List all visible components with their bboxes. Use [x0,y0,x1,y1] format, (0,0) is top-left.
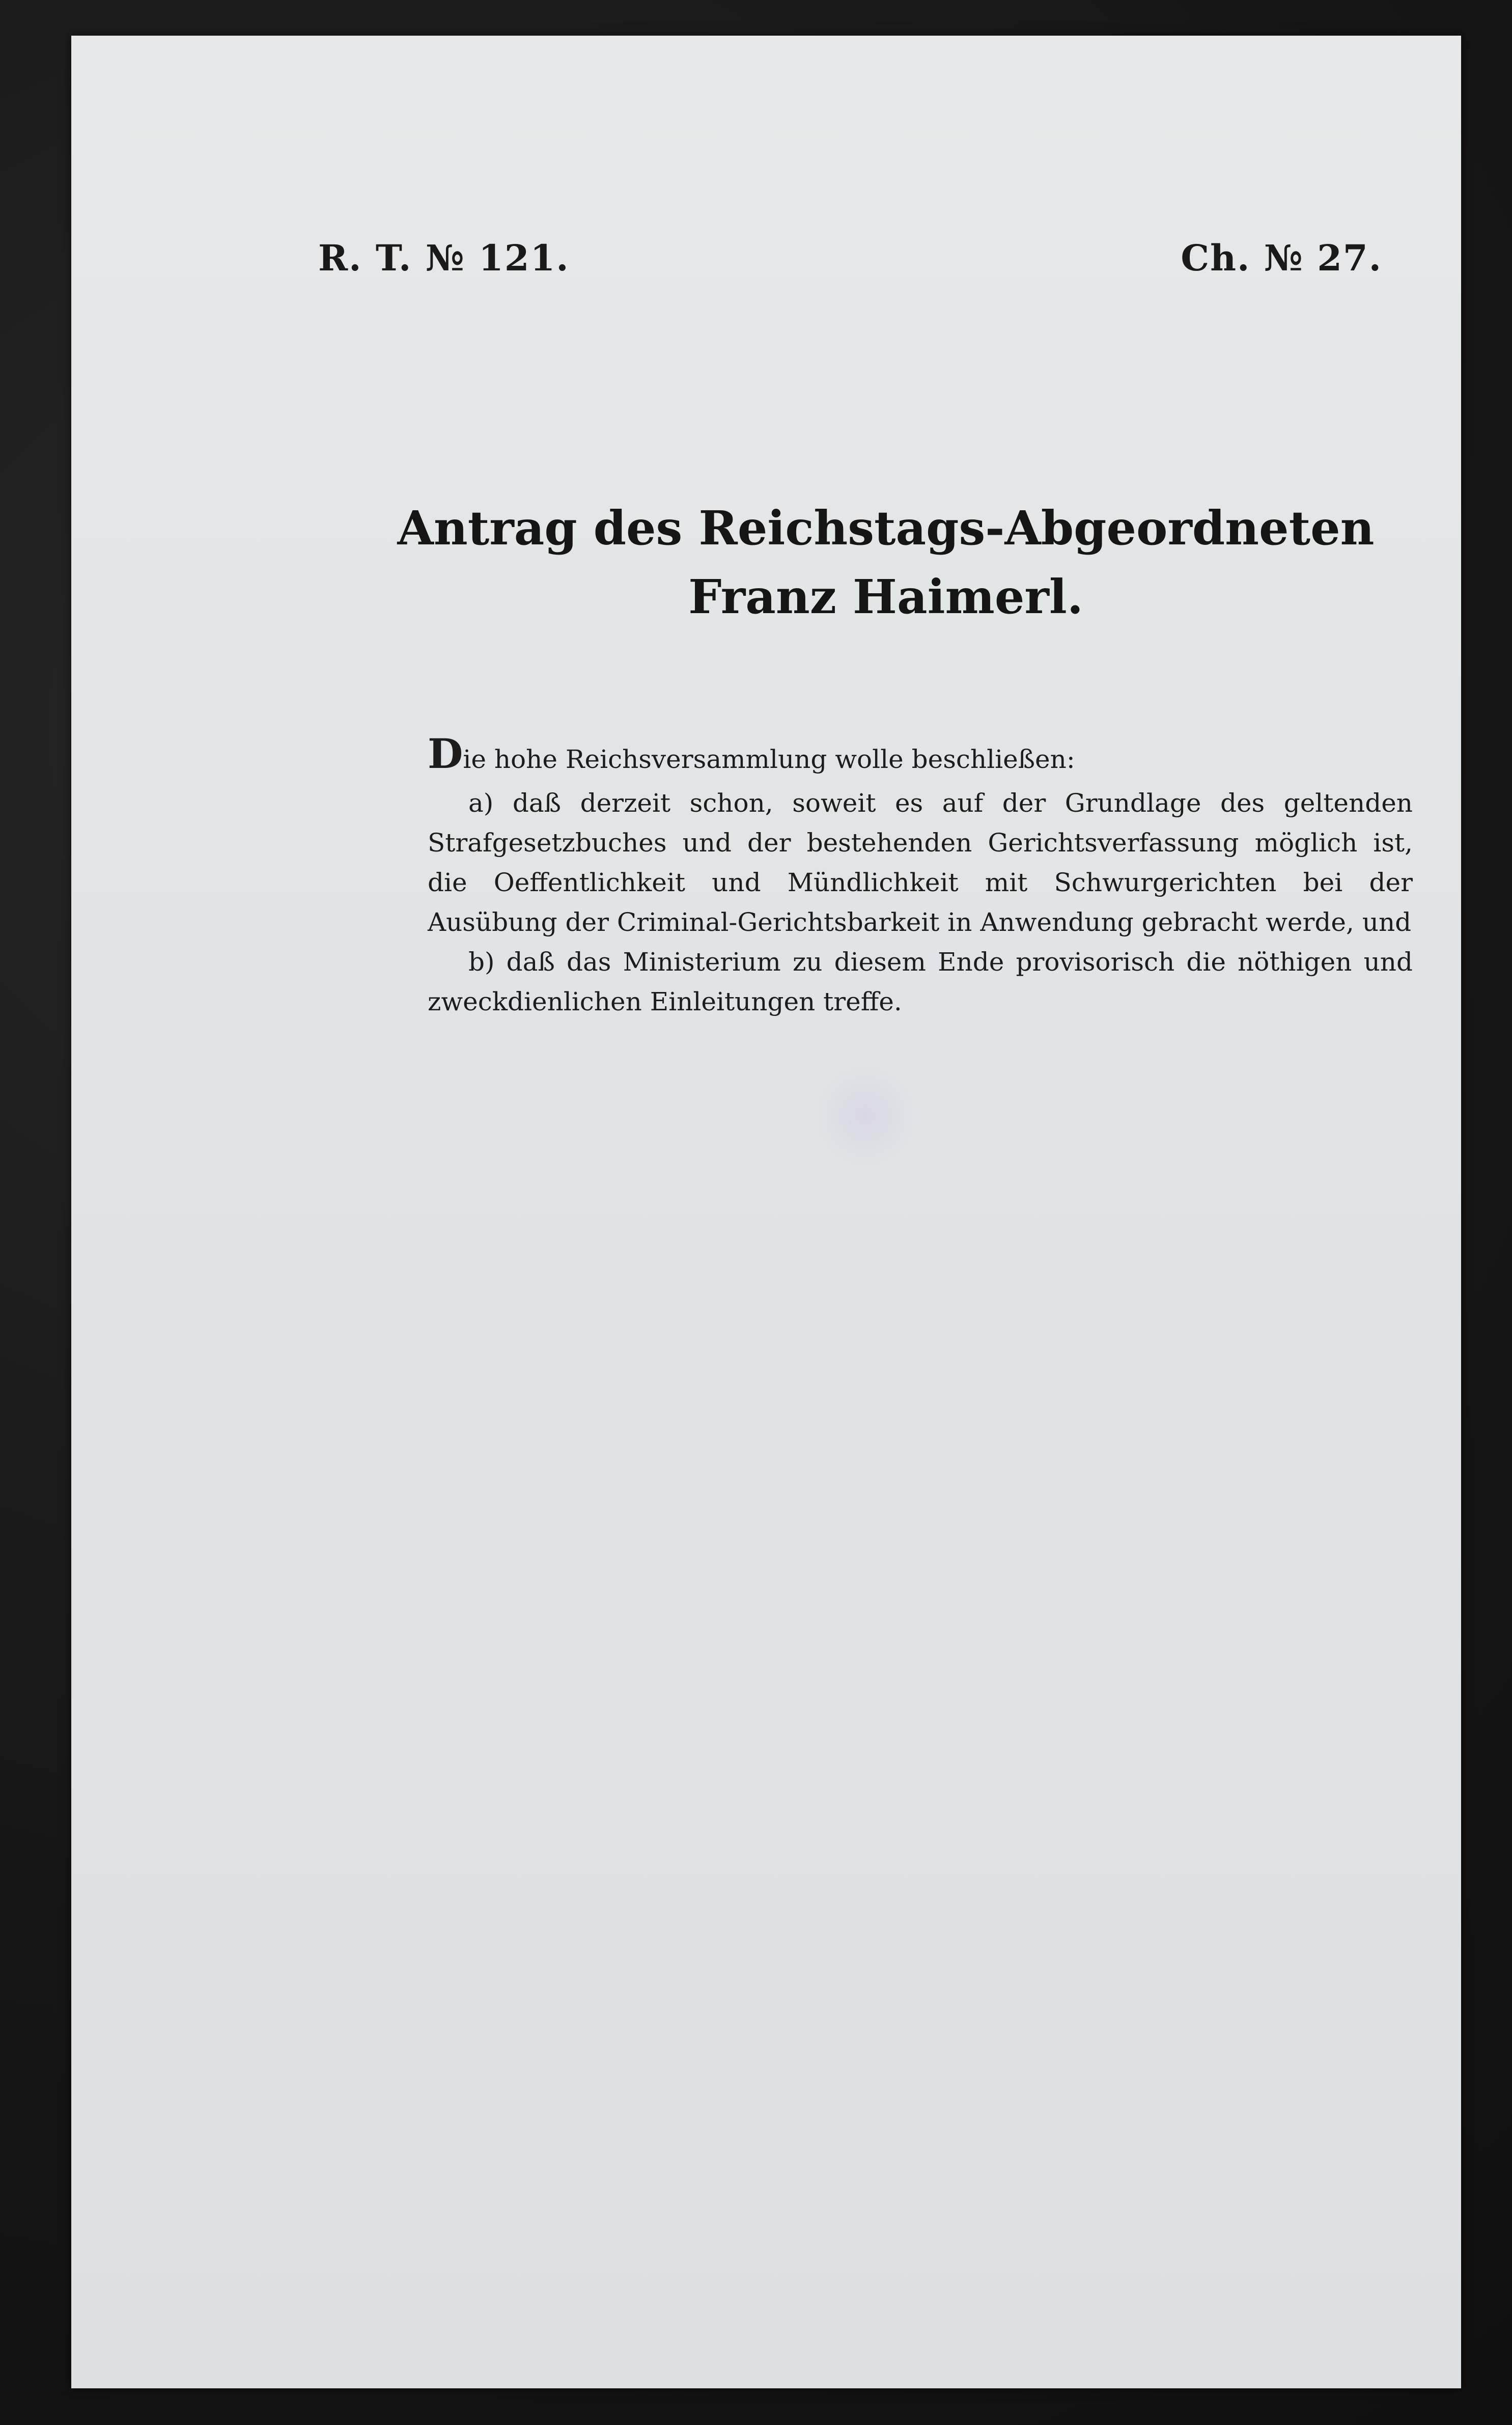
motion-intro-text: ie hohe Reichsversammlung wolle beschließen: [463,745,1075,774]
motion-item-a: a) daß derzeit schon, soweit es auf der Grundlage des geltenden Strafgesetzbuches und der bestehenden Gerichtsverfassung möglich ist, die Oeffentlichkeit und Mündlichkeit mit Schwurgerichten bei der Ausübung der Criminal-Gerichtsbarkeit in Anwendung gebracht werde, und [428,788,1413,937]
faint-stamp-mark [815,1064,916,1166]
motion-item-b: b) daß das Ministerium zu diesem Ende provisorisch die nöthigen und zweckdienlichen Einleitungen treffe. [428,947,1413,1016]
reference-number-right: Ch. № 27. [1181,237,1382,279]
reference-number-left: R. T. № 121. [318,237,570,279]
drop-initial: D [428,730,463,778]
document-page [71,36,1461,2388]
motion-body [428,730,1413,1022]
motion-intro [428,730,1413,779]
document-title: Antrag des Reichstags-Abgeordneten Franz Haimerl. [397,501,1375,624]
